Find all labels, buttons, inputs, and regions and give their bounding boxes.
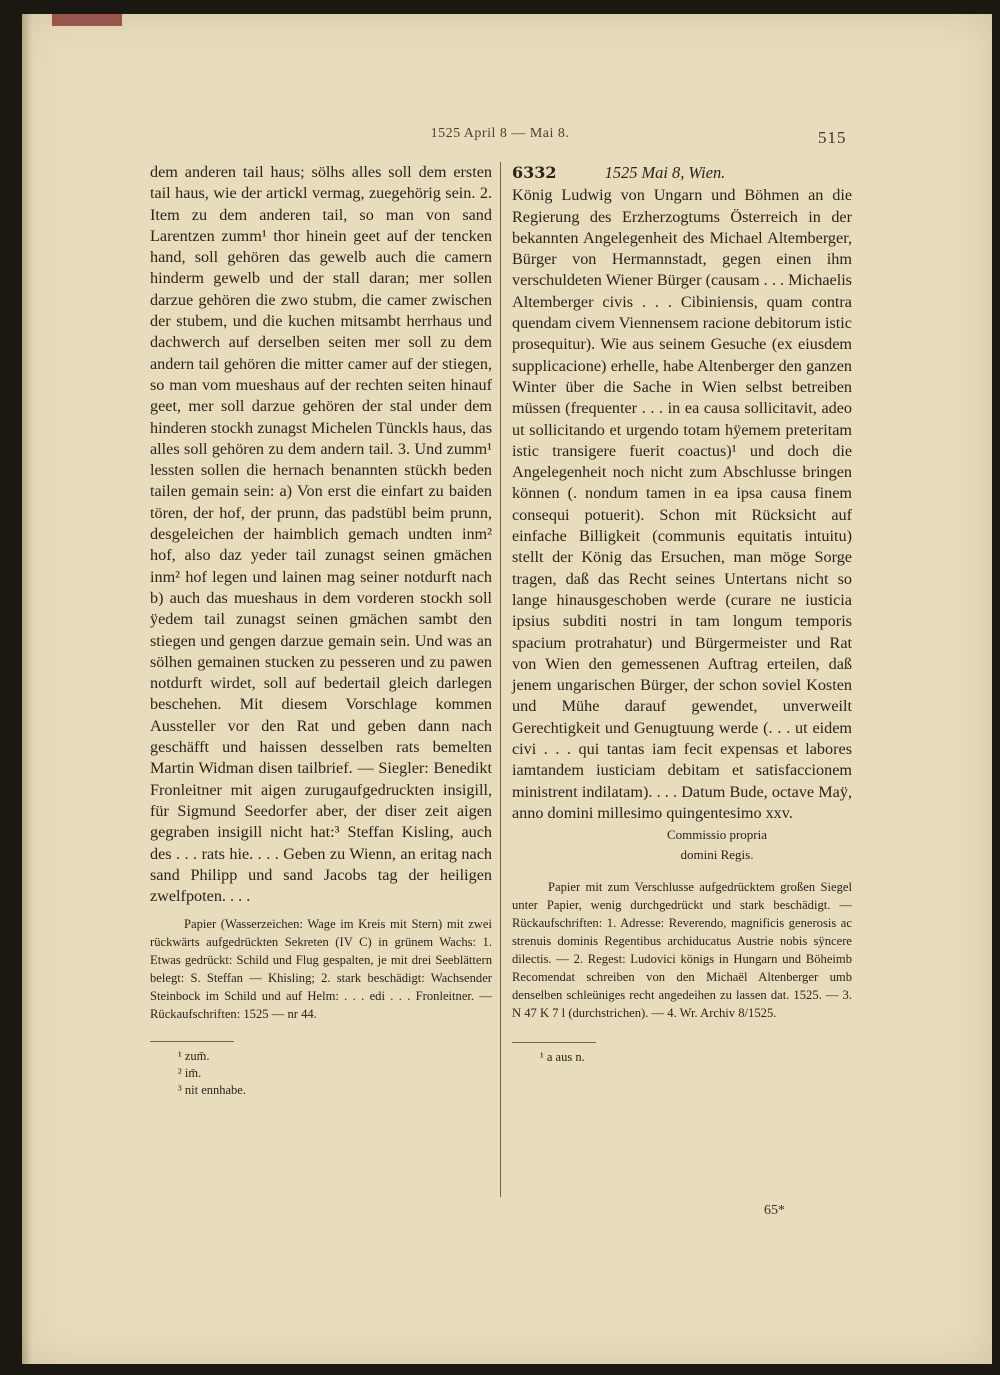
column-divider <box>500 162 501 1197</box>
running-head: 1525 April 8 — Mai 8. <box>430 126 570 141</box>
footnote-right-1: ¹ a aus n. <box>540 1050 585 1065</box>
entry-number: 6332 <box>512 163 557 182</box>
footnote-2: ² im̄. <box>178 1066 202 1081</box>
right-body-text: König Ludwig von Ungarn und Böhmen an die Regierung des Erzherzogtums Österreich in der bekannten Angelegenheit des Michael Altemberger, Bürger von Hermannstadt, gegen einen ihm verschuldeten Wiener Bürger (causam . . . Michaelis Altemberger civis . . . Cibiniensis, quam contra quendam civem Viennensem racione debitorum istic prosequitur). Wie aus seinem Gesuche (ex eiusdem supplicacione) erhelle, habe Altenberger den ganzen Winter über die Sache in Wien selbst betreiben müssen (frequenter . . . in ea causa sollicitavit, adeo ut sollicitando et urgendo totam hÿemem preteritam istic transigere fuerit coactus)¹ und doch die Angelegenheit noch nicht zum Abschlusse bringen können (. nondum tamen in ea ipsa causa finem consequi potuerit). Schon mit Rücksicht auf einfache Billigkeit (communis equitatis intuitu) stellt der König das Ersuchen, man möge Sorge tragen, daß das Recht seines Untertans nicht so lange hinausgeschoben werde (curare ne iusticia ipsius subditi nostri in tam longum temporis spacium protrahatur) und Bürgermeister und Rat von Wien den gemessenen Auftrag erteilen, daß jenem ungarischen Bürger, der schon soviel Kosten und Mühe darauf gewendet, unverweilt Gerechtigkeit und Genugtuung werde (. . . ut eidem civi . . . qui tantas iam fecit expensas et labores iamtandem iusticiam debitam et satisfaccionem ministrent indilatam). . . . Datum Bude, octave Maÿ, anno domini millesimo quingentesimo xxv. <box>512 186 852 822</box>
footnote-1: ¹ zum̄. <box>178 1049 210 1064</box>
left-archival-note: Papier (Wasserzeichen: Wage im Kreis mit Stern) mit zwei rückwärts aufgedrückten Sekreten (IV C) in grünem Wachs: 1. Etwas gedrückt: Schild und Flug gespalten, je mit drei Seeblättern belegt: S. Steffan — Khisling; 2. stark beschädigt: Wachsender Steinbock im Schild und auf Helm: . . . edi . . . Fronleitner. — Rückaufschriften: 1525 — nr 44. <box>150 917 492 1022</box>
right-archival-note: Papier mit zum Verschlusse aufgedrücktem großen Siegel unter Papier, wenig durchgedrückt und stark beschädigt. — Rückaufschriften: 1. Adresse: Reverendo, magnificis generosis ac strenuis dominis Regentibus archiducatus Austrie nobis sÿncere dilectis. — 2. Regest: Ludovici königs in Hungarn und Böheimb Recomendat schreiben von den Michaël Altenberger umb denselben schleüniges recht angedeihen zu lassen dat. 1525. — 3. N 47 K 7 l (durchstrichen). — 4. Wr. Archiv 8/1525. <box>512 880 852 1021</box>
left-column <box>150 162 492 1099</box>
entry-date: 1525 Mai 8, Wien. <box>604 163 726 182</box>
signature-mark: 65* <box>764 1203 785 1218</box>
commissio-line-2: domini Regis. <box>680 847 754 863</box>
commissio-line-1: Commissio propria <box>666 827 768 843</box>
footnote-rule <box>512 1042 596 1043</box>
page-number: 515 <box>818 128 847 147</box>
footnote-3: ³ nit ennhabe. <box>178 1083 246 1098</box>
right-column <box>512 162 852 1066</box>
entry-header <box>512 162 852 183</box>
left-body-text: dem anderen tail haus; sölhs alles soll dem ersten tail haus, wie der artickl vermag, zuegehörig sein. 2. Item zu dem anderen tail, so man von sand Larentzen zumm¹ thor hinein geet auf der tencken hand, soll gehören das gewelb auch die camern hinderm gewelb und der stall daran; mer sollen darzue gehören die zwo stubm, die camer zwischen der stubem, und die kuchen mitsambt herrhaus und dachwerch auf derselben seiten mer soll zu dem andern tail gehören die mitter camer auf der stiegen, so man vom mueshaus auf der rechten seiten hinauf geet, mer soll darzue gehören der stal under dem hinderen stockh zunagst Michelen Tünckls haus, das alles soll gehören zu dem andern tail. 3. Und zumm¹ lessten sollen die hernach benannten stückh beden tailen gemain sein: a) Von erst die einfart zu baiden tören, der hof, der prunn, das padstübl beim prunn, desgeleichen der haimblich gemach undten inm² hof, also daz yeder tail zunagst seinen gmächen inm² hof legen und lainen mag seiner notdurft nach b) auch das mueshaus in dem vorderen stockh soll ÿedem tail zunagst seinen gmächen sambt den stiegen und gengen darzue gemain sein. Und was an sölhen gemainen stucken zu pesseren und zu pawen notdurft wirdet, soll auf bedertail gleich darlegen beschehen. Mit diesem Vorschlage kommen Aussteller vor den Rat und geben dann nach geschäfft und haissen desselben rats bemelten Martin Widman disen tailbrief. — Siegler: Benedikt Fronleitner mit aigen zurugaufgedruckten insigill, für Sigmund Seedorfer aber, der diser zeit aigen gegraben insigill nicht hat:³ Steffan Kisling, auch des . . . rats hie. . . . Geben zu Wienn, an eritag nach sand Philipp und sand Jacobs tag der heiligen zwelfpoten. . . . <box>150 163 492 906</box>
gutter-shadow <box>22 14 32 1364</box>
footnote-rule <box>150 1041 234 1042</box>
corner-mark <box>52 14 122 26</box>
